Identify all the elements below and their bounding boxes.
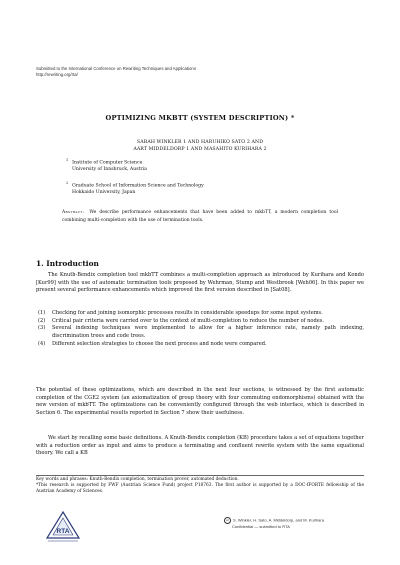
copyright-authors: S. Winkler, H. Sato, A. Middeldorp, and M. Kurihara <box>233 517 324 523</box>
conference-line: Submitted to the International Conference on Rewriting Techniques and Applications <box>36 66 196 71</box>
cc-icon: cc <box>226 518 229 522</box>
list-number: (1) <box>38 310 46 316</box>
list-item <box>36 318 364 326</box>
affiliation-mark: 1 <box>66 158 69 162</box>
paragraph-definitions: We start by recalling some basic definitions. A Knuth-Bendix completion (KB) procedure takes a set of equations together with a reduction order as input and aims to produce a terminating and confluent rewrite system with the same equational theory. We call a KB <box>36 435 364 457</box>
abstract <box>62 209 338 225</box>
funding-footnote: *This research is supported by FWF (Austrian Science Fund) project P18763. The first author is supported by a DOC-fFORTE fellowship of the Austrian Academy of Sciences. <box>36 483 364 495</box>
abstract-label: Abstract. <box>62 210 85 215</box>
list-number: (2) <box>38 317 46 324</box>
list-item <box>36 325 364 340</box>
affiliation-line: Hokkaido University, Japan <box>72 190 136 196</box>
logo-text: RTA <box>56 528 70 535</box>
conference-header <box>36 66 196 78</box>
affiliation-line: University of Innsbruck, Austria <box>72 167 147 173</box>
list-number: (3) <box>38 325 46 332</box>
conference-url[interactable]: http://rewriting.org/rta/ <box>36 72 78 77</box>
list-text: Critical pair criteria were carried over to the context of multi-completion to reduce the number of nodes. <box>52 317 325 324</box>
author-list <box>0 139 400 153</box>
copyright-notice <box>224 517 324 530</box>
list-text: Checking for and joining isomorphic processes results in considerable speedups for some input systems. <box>52 310 323 316</box>
list-item <box>36 341 364 349</box>
list-item <box>36 310 364 318</box>
affiliation-line: Institute of Computer Science <box>72 160 143 166</box>
paragraph-intro: The Knuth-Bendix completion tool mkbTT combines a multi-completion approach as introduced by Kurihara and Kondo [Kur99] with the use of automatic termination tools proposed by Wehrman, Stump and Westbrook [Weh06]. In this paper we present several performance enhancements which improved the first version described in [Sat08]. <box>36 272 364 294</box>
copyright-status: Confidential — submitted to RTA <box>232 524 290 529</box>
list-text: Different selection strategies to choose the next process and node were compared. <box>52 340 267 347</box>
author-line-1: SARAH WINKLER 1 AND HARUHIKO SATO 2 AND <box>136 140 264 145</box>
paragraph-potential: The potential of these optimizations, which are described in the next four sections, is witnessed by the first automatic completion of the CGE2 system (an axiomatization of group theory with four commuting endomorphisms) obtained with the new version of mkbTT. The optimizations can be conveniently configured through the web interface, which is described in Section 6. The experimental results reported in Section 7 show their usefulness. <box>36 387 364 417</box>
author-line-2: AART MIDDELDORP 1 AND MASAHITO KURIHARA 2 <box>133 147 267 152</box>
enhancement-list <box>36 310 364 349</box>
abstract-text: We describe performance enhancements that have been added to mkbTT, a modern completion tool combining multi-completion with the use of termination tools. <box>62 210 338 223</box>
list-number: (4) <box>38 340 46 347</box>
list-text: Several indexing techniques were implemented to allow for a higher inference rate, namely path indexing, discrimination trees and code trees. <box>52 325 364 340</box>
section-heading: 1. Introduction <box>36 259 99 268</box>
footnote-divider <box>36 475 364 476</box>
affiliation-1 <box>66 157 147 174</box>
affiliation-mark: 2 <box>66 181 69 185</box>
paper-title: OPTIMIZING MKBTT (SYSTEM DESCRIPTION) * <box>105 114 295 122</box>
rta-logo-icon <box>42 510 84 544</box>
affiliation-line: Graduate School of Information Science and Technology <box>72 183 204 189</box>
keywords-footnote: Key words and phrases: Knuth-Bendix completion, termination prover, automated deduction. <box>36 477 239 482</box>
affiliation-2 <box>66 180 204 197</box>
